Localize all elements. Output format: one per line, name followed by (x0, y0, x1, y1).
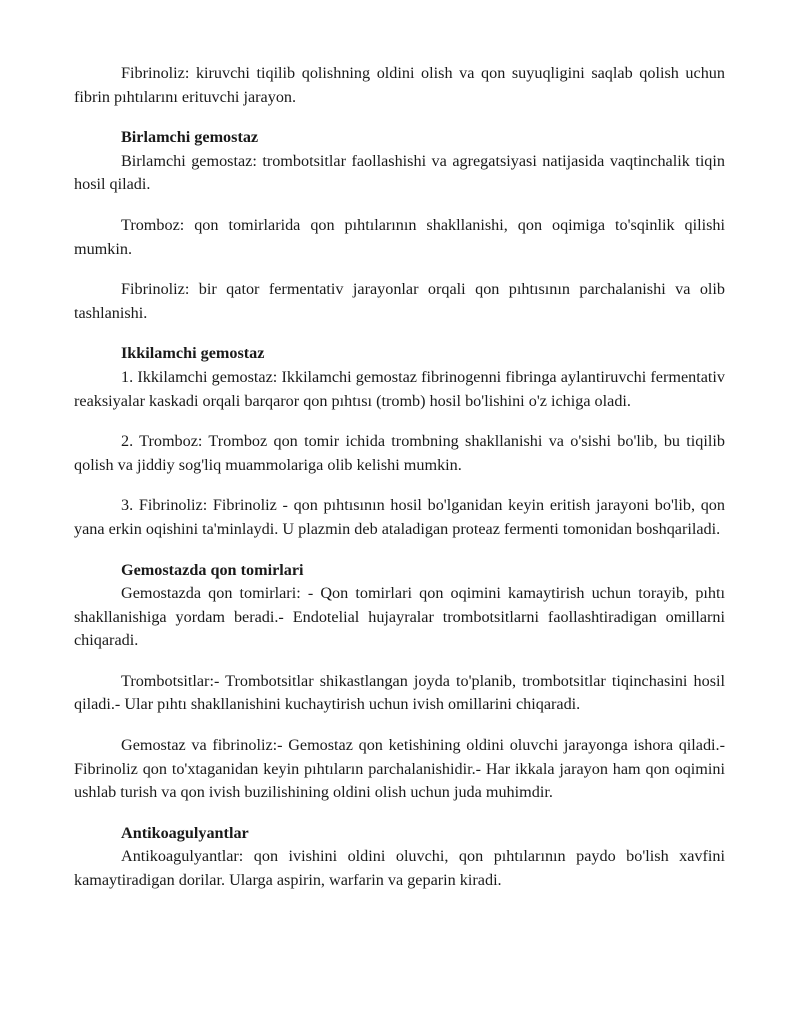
paragraph: Antikoagulyantlar: qon ivishini oldini oluvchi, qon pıhtılarının paydo bo'lish xavfini kamaytiradigan dorilar. Ularga aspirin, warfarin va geparin kiradi. (74, 847, 725, 890)
paragraph: 1. Ikkilamchi gemostaz: Ikkilamchi gemostaz fibrinogenni fibringa aylantiruvchi fermentativ reaksiyalar kaskadi orqali barqaror qon pıhtısı (tromb) hosil bo'lishini o'z ichiga oladi. (74, 367, 725, 410)
section-heading-birlamchi-gemostaz: Birlamchi gemostaz (121, 128, 259, 147)
paragraph: 2. Tromboz: Tromboz qon tomir ichida trombning shakllanishi va o'sishi bo'lib, bu tiqilib qolish va jiddiy sog'liq muammolariga olib kelishi mumkin. (74, 432, 725, 474)
paragraph: Gemostaz va fibrinoliz:- Gemostaz qon ketishining oldini oluvchi jarayonga ishora qiladi.- Fibrinoliz qon to'xtaganidan keyin pıhtıların parchalanishidir.- Har ikkala jarayon ham qon oqimini ushlab turish va qon ivish buzilishining oldini olish uchun juda muhimdir. (74, 736, 725, 802)
intro-paragraph: Fibrinoliz: kiruvchi tiqilib qolishning oldini olish va qon suyuqligini saqlab qolish uchun fibrin pıhtılarını erituvchi jarayon. (74, 64, 725, 106)
paragraph: 3. Fibrinoliz: Fibrinoliz - qon pıhtısının hosil bo'lganidan keyin eritish jarayoni bo'lib, qon yana erkin oqishini ta'minlaydi. U plazmin deb ataladigan proteaz fermenti tomonidan boshqariladi. (74, 496, 725, 538)
paragraph: Trombotsitlar:- Trombotsitlar shikastlangan joyda to'planib, trombotsitlar tiqinchasini hosil qiladi.- Ular pıhtı shakllanishini kuchaytirish uchun ivish omillarini chiqaradi. (74, 671, 725, 714)
paragraph: Birlamchi gemostaz: trombotsitlar faollashishi va agregatsiyasi natijasida vaqtinchalik tiqin hosil qiladi. (74, 151, 725, 194)
section-heading-antikoagulyantlar: Antikoagulyantlar (121, 823, 249, 842)
paragraph: Fibrinoliz: bir qator fermentativ jarayonlar orqali qon pıhtısının parchalanishi va olib tashlanishi. (74, 280, 725, 322)
section-heading-ikkilamchi-gemostaz: Ikkilamchi gemostaz (121, 344, 265, 363)
paragraph: Tromboz: qon tomirlarida qon pıhtılarının shakllanishi, qon oqimiga to'sqinlik qilishi mumkin. (74, 215, 725, 258)
document-page (74, 62, 725, 910)
section-heading-gemostazda-qon-tomirlari: Gemostazda qon tomirlari (121, 560, 304, 579)
paragraph: Gemostazda qon tomirlari: - Qon tomirlari qon oqimini kamaytirish uchun torayib, pıhtı shakllanishiga yordam beradi.- Endotelial hujayralar trombotsitlarni faollashtiradigan omillarni chiqaradi. (74, 584, 725, 650)
